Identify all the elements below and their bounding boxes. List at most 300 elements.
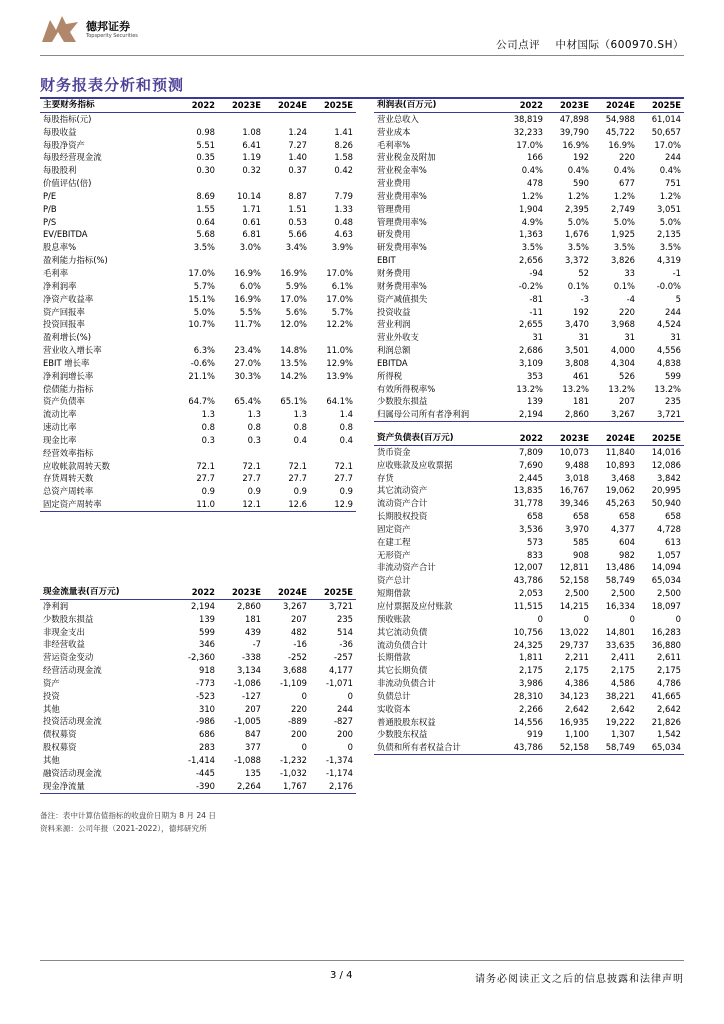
row-value: 16.9% [234, 267, 261, 278]
table-row [40, 331, 356, 344]
table-row [374, 497, 684, 510]
row-value: 599 [665, 370, 681, 381]
table-row [40, 754, 356, 767]
row-value: 2,175 [565, 665, 589, 676]
row-label: 每股指标(元) [43, 113, 92, 124]
row-value: 12.9 [310, 498, 356, 511]
balance-sheet-table [374, 432, 684, 755]
row-value [218, 331, 264, 344]
table-row [40, 599, 356, 612]
table-row [40, 460, 356, 473]
row-value: 220 [619, 152, 635, 163]
row-value [172, 177, 218, 190]
table-row [40, 344, 356, 357]
row-label: EBIT 增长率 [43, 357, 90, 368]
table-row [40, 651, 356, 664]
table-header-row [374, 99, 684, 112]
row-value: 919 [527, 729, 543, 740]
row-value: 23.4% [234, 345, 261, 356]
row-label: 盈利增长(%) [43, 332, 91, 343]
row-value: 0 [301, 742, 307, 753]
section-title: 财务报表分析和预测 [40, 76, 185, 94]
row-value: 3,470 [565, 319, 589, 330]
row-value: 72.1 [334, 460, 353, 471]
table-row [40, 357, 356, 370]
row-value: 3,826 [611, 255, 635, 266]
row-value: 3.0% [239, 242, 261, 253]
row-value: 11.7% [234, 319, 261, 330]
table-row [374, 677, 684, 690]
row-value: -827 [333, 716, 353, 727]
table-row [40, 164, 356, 177]
row-value: 30.3% [234, 370, 261, 381]
row-value: 5 [675, 293, 681, 304]
row-value [218, 447, 264, 460]
row-value: 5.0% [659, 216, 681, 227]
row-value: 1.24 [288, 126, 307, 137]
logo-name-en: Topsperity Securities [86, 33, 138, 39]
row-label: 利润总额 [377, 345, 411, 356]
row-value: 8.87 [288, 190, 307, 201]
table-row [374, 254, 684, 267]
table-row [374, 357, 684, 370]
table-row [40, 151, 356, 164]
table-row [374, 510, 684, 523]
row-label: 债权募资 [43, 729, 77, 740]
row-value: 658 [619, 511, 635, 522]
row-value: 14,016 [651, 446, 681, 457]
row-label: 资产回报率 [43, 306, 85, 317]
row-value: 21.1% [188, 370, 215, 381]
table-row [40, 370, 356, 383]
table-row [374, 626, 684, 639]
table-title: 主要财务指标 [40, 99, 172, 112]
row-value: 751 [665, 178, 681, 189]
row-value [172, 112, 218, 125]
row-value: 7,690 [519, 459, 543, 470]
row-value: 4,304 [611, 357, 635, 368]
row-value: 31 [670, 332, 681, 343]
row-value: 573 [527, 536, 543, 547]
row-value: 7.79 [334, 190, 353, 201]
row-value: 3,267 [592, 408, 638, 421]
row-value: -11 [529, 306, 543, 317]
row-value: 0.9 [339, 486, 353, 497]
row-label: 营业费用率% [377, 190, 427, 201]
row-value: 526 [619, 370, 635, 381]
row-value: 2,264 [218, 780, 264, 793]
row-label: 毛利率% [377, 139, 411, 150]
row-value: 439 [245, 626, 261, 637]
table-row [374, 228, 684, 241]
table-title: 现金流量表(百万元) [40, 586, 172, 599]
row-value [310, 112, 356, 125]
row-value: 181 [573, 396, 589, 407]
table-row [374, 293, 684, 306]
footer-disclaimer: 请务必阅读正文之后的信息披露和法律声明 [475, 974, 684, 985]
row-label: 速动比率 [43, 422, 77, 433]
table-row [40, 715, 356, 728]
row-value: 3.5% [613, 242, 635, 253]
row-value: 1,542 [657, 729, 681, 740]
table-header-row [40, 99, 356, 112]
row-label: 少数股东权益 [377, 729, 428, 740]
row-value: -1,071 [326, 677, 353, 688]
year-header: 2022 [500, 432, 546, 445]
row-value: 3,968 [611, 319, 635, 330]
row-value [218, 254, 264, 267]
row-value: 2,135 [657, 229, 681, 240]
row-value: 2,642 [565, 703, 589, 714]
row-value: 32,233 [513, 126, 543, 137]
row-value: 908 [573, 549, 589, 560]
row-label: 现金净流量 [40, 780, 172, 793]
row-value: 4,586 [611, 678, 635, 689]
row-value: 3,109 [519, 357, 543, 368]
row-value: 31 [532, 332, 543, 343]
table-row [374, 306, 684, 319]
table-row [374, 139, 684, 152]
table-row [374, 318, 684, 331]
table-row [40, 498, 356, 511]
row-value: 13.2% [608, 383, 635, 394]
row-label: 净利润 [43, 600, 69, 611]
row-value: 12.1 [218, 498, 264, 511]
row-value: 2,053 [519, 588, 543, 599]
row-value: 590 [573, 178, 589, 189]
row-value: 3.5% [193, 242, 215, 253]
row-label: 流动比率 [43, 409, 77, 420]
row-value: 16.9% [234, 293, 261, 304]
row-label: 偿债能力指标 [43, 383, 94, 394]
row-label: 长期借款 [377, 652, 411, 663]
row-label: 投资 [43, 690, 60, 701]
row-value: 585 [573, 536, 589, 547]
row-value [218, 383, 264, 396]
table-row [40, 434, 356, 447]
row-value: 10.7% [188, 319, 215, 330]
row-value: 2,445 [519, 472, 543, 483]
row-value: 0 [629, 613, 635, 624]
row-value [172, 254, 218, 267]
row-value: 0.61 [242, 216, 261, 227]
row-value: 12,007 [513, 562, 543, 573]
row-value: 39,346 [559, 498, 589, 509]
row-value: 4,838 [657, 357, 681, 368]
row-value: -338 [241, 652, 261, 663]
table-row [374, 600, 684, 613]
row-value: 1.19 [242, 152, 261, 163]
row-value: 3,688 [283, 665, 307, 676]
row-value: 13.2% [516, 383, 543, 394]
report-type: 公司点评 [496, 39, 541, 51]
table-row [40, 112, 356, 125]
row-value: 0.64 [196, 216, 215, 227]
row-value: -1,005 [234, 716, 261, 727]
year-header: 2025E [310, 99, 356, 112]
row-label: EV/EBITDA [43, 229, 88, 240]
table-row [374, 331, 684, 344]
table-row [374, 445, 684, 458]
row-label: 投资活动现金流 [43, 716, 102, 727]
row-value: 1.2% [567, 190, 589, 201]
table-row [40, 306, 356, 319]
row-value: 3,808 [565, 357, 589, 368]
year-header: 2023E [546, 99, 592, 112]
row-value: 13.2% [654, 383, 681, 394]
table-row [40, 613, 356, 626]
row-value [310, 254, 356, 267]
year-header: 2022 [500, 99, 546, 112]
row-value: 244 [665, 152, 681, 163]
row-value: 1,057 [657, 549, 681, 560]
row-value: 0.3 [247, 434, 261, 445]
row-value: 2,860 [237, 600, 261, 611]
row-value: -3 [580, 293, 589, 304]
table-row [40, 216, 356, 229]
row-value: 13,022 [559, 626, 589, 637]
row-value: 12.6 [264, 498, 310, 511]
row-value: 1.3 [247, 409, 261, 420]
table-row [374, 151, 684, 164]
row-label: 股息率% [43, 242, 77, 253]
row-value: 0.4% [613, 165, 635, 176]
row-value: 3.9% [331, 242, 353, 253]
row-value: 15.1% [188, 293, 215, 304]
row-value: 47,898 [559, 113, 589, 124]
row-value: 139 [527, 396, 543, 407]
row-value: 27.7 [196, 473, 215, 484]
row-label: 少数股东损益 [43, 613, 94, 624]
row-value: 6.0% [239, 280, 261, 291]
table-row [40, 421, 356, 434]
table-row [374, 536, 684, 549]
row-value: 18,097 [651, 600, 681, 611]
table-row [40, 741, 356, 754]
year-header: 2025E [310, 586, 356, 599]
row-value: 244 [665, 306, 681, 317]
row-value [310, 447, 356, 460]
table-row [374, 549, 684, 562]
row-value: 0.30 [196, 165, 215, 176]
row-value: 2,500 [565, 588, 589, 599]
row-value: 2,655 [519, 319, 543, 330]
row-value: 166 [527, 152, 543, 163]
row-value: 3.4% [285, 242, 307, 253]
row-label: 营业收入增长率 [43, 345, 102, 356]
row-value: 0.4% [567, 165, 589, 176]
row-value: 58,749 [592, 741, 638, 754]
row-value: 5.7% [331, 306, 353, 317]
row-value: 13,835 [513, 485, 543, 496]
footer-divider [40, 960, 684, 961]
row-value: 599 [199, 626, 215, 637]
row-value: 17.0% [326, 293, 353, 304]
row-value: -1,088 [234, 754, 261, 765]
row-label: 每股净资产 [43, 139, 85, 150]
row-value: 4,786 [657, 678, 681, 689]
row-value: -127 [241, 690, 261, 701]
row-value: 2,500 [611, 588, 635, 599]
row-value: 1.3 [201, 409, 215, 420]
row-value: 0.8 [201, 422, 215, 433]
row-value: 36,880 [651, 639, 681, 650]
row-value: 613 [665, 536, 681, 547]
row-label: 净利润增长率 [43, 370, 94, 381]
table-header-row [374, 432, 684, 445]
table-row [40, 767, 356, 780]
row-value: 1.55 [196, 203, 215, 214]
row-value: 244 [337, 703, 353, 714]
row-value [172, 383, 218, 396]
table-row [40, 126, 356, 139]
row-value: 235 [665, 396, 681, 407]
row-label: 固定资产周转率 [40, 498, 172, 511]
table-row [374, 216, 684, 229]
row-value: 4,319 [657, 255, 681, 266]
row-label: EBIT [377, 255, 396, 266]
row-value [264, 177, 310, 190]
table-row [40, 472, 356, 485]
row-value: 19,222 [605, 716, 635, 727]
row-label: 负债总计 [377, 690, 411, 701]
row-value: 3.5% [567, 242, 589, 253]
row-value: -1,109 [280, 677, 307, 688]
row-value: 27.7 [288, 473, 307, 484]
row-label: 投资收益 [377, 306, 411, 317]
row-value: 14,094 [651, 562, 681, 573]
table-row [40, 383, 356, 396]
row-value: 4,728 [657, 523, 681, 534]
row-label: 研发费用 [377, 229, 411, 240]
row-value: -16 [293, 639, 307, 650]
table-row [374, 203, 684, 216]
row-value: 27.7 [242, 473, 261, 484]
row-value: 41,665 [651, 690, 681, 701]
table-row [40, 638, 356, 651]
row-value: 12,811 [559, 562, 589, 573]
year-header: 2022 [172, 99, 218, 112]
row-value: 658 [573, 511, 589, 522]
row-label: 应收账款及应收票据 [377, 459, 453, 470]
row-value: 16.9% [280, 267, 307, 278]
row-label: 有效所得税率% [377, 383, 436, 394]
row-value: 33 [624, 267, 635, 278]
year-header: 2024E [264, 586, 310, 599]
row-value: 0 [583, 613, 589, 624]
row-value: -36 [339, 639, 353, 650]
row-value: -1,032 [280, 767, 307, 778]
row-value: 847 [245, 729, 261, 740]
row-value: 3,721 [329, 600, 353, 611]
row-value: 3,986 [519, 678, 543, 689]
row-label: 研发费用率% [377, 242, 427, 253]
row-value [218, 177, 264, 190]
row-label: 每股收益 [43, 126, 77, 137]
row-label: 其他 [43, 703, 60, 714]
row-label: 短期借款 [377, 588, 411, 599]
row-value: 2,194 [191, 600, 215, 611]
logo-name-cn: 德邦证券 [86, 20, 130, 33]
row-label: 非流动资产合计 [377, 562, 436, 573]
row-value: 27.0% [234, 357, 261, 368]
table-row [40, 664, 356, 677]
row-value: 1.2% [659, 190, 681, 201]
row-value: 0.1% [613, 280, 635, 291]
page-number: 3 / 4 [330, 970, 353, 981]
row-value: 0 [537, 613, 543, 624]
income-statement-table [374, 99, 684, 422]
row-value: 3,051 [657, 203, 681, 214]
row-value: 1,307 [611, 729, 635, 740]
row-value: -0.0% [656, 280, 681, 291]
row-value: 72.1 [288, 460, 307, 471]
row-value: 0.8 [247, 422, 261, 433]
row-value: 16,767 [559, 485, 589, 496]
row-value: 12,086 [651, 459, 681, 470]
row-value: 2,266 [519, 703, 543, 714]
row-label: 股权募资 [43, 742, 77, 753]
table-row [374, 574, 684, 587]
table-row [40, 728, 356, 741]
row-value: 3,970 [565, 523, 589, 534]
year-header: 2025E [638, 432, 684, 445]
row-value: 16,935 [559, 716, 589, 727]
row-value: 0.32 [242, 165, 261, 176]
row-value: 12.0% [280, 319, 307, 330]
row-value: 2,642 [611, 703, 635, 714]
row-value: 0.9 [247, 486, 261, 497]
row-label: 财务费用率% [377, 280, 427, 291]
row-value: 3,018 [565, 472, 589, 483]
row-value: 0.53 [288, 216, 307, 227]
row-value: 14.2% [280, 370, 307, 381]
row-value: 11,840 [605, 446, 635, 457]
row-value: 207 [245, 703, 261, 714]
table-row [374, 112, 684, 125]
row-value: 482 [291, 626, 307, 637]
table-row [40, 408, 356, 421]
row-label: 管理费用率% [377, 216, 427, 227]
row-value: 918 [199, 665, 215, 676]
row-value [264, 331, 310, 344]
row-value: 3,842 [657, 472, 681, 483]
row-value: 4,000 [611, 345, 635, 356]
row-value: 16.9% [562, 139, 589, 150]
row-value: 0 [675, 613, 681, 624]
row-value: 0.8 [339, 422, 353, 433]
row-value: 72.1 [196, 460, 215, 471]
row-value: 1,925 [611, 229, 635, 240]
row-value: 11.0% [326, 345, 353, 356]
row-value: -523 [195, 690, 215, 701]
row-value: 3,372 [565, 255, 589, 266]
row-value: 1,676 [565, 229, 589, 240]
row-value: -445 [195, 767, 215, 778]
table-row [374, 383, 684, 396]
row-value: 478 [527, 178, 543, 189]
table-row [40, 318, 356, 331]
row-value: -1,374 [326, 754, 353, 765]
table-row [374, 703, 684, 716]
row-label: 非经营收益 [43, 639, 85, 650]
year-header: 2024E [592, 432, 638, 445]
row-value: 1.40 [288, 152, 307, 163]
row-value: 4.9% [521, 216, 543, 227]
row-value: -889 [287, 716, 307, 727]
row-value: 2,211 [565, 652, 589, 663]
row-label: 经营活动现金流 [43, 665, 102, 676]
